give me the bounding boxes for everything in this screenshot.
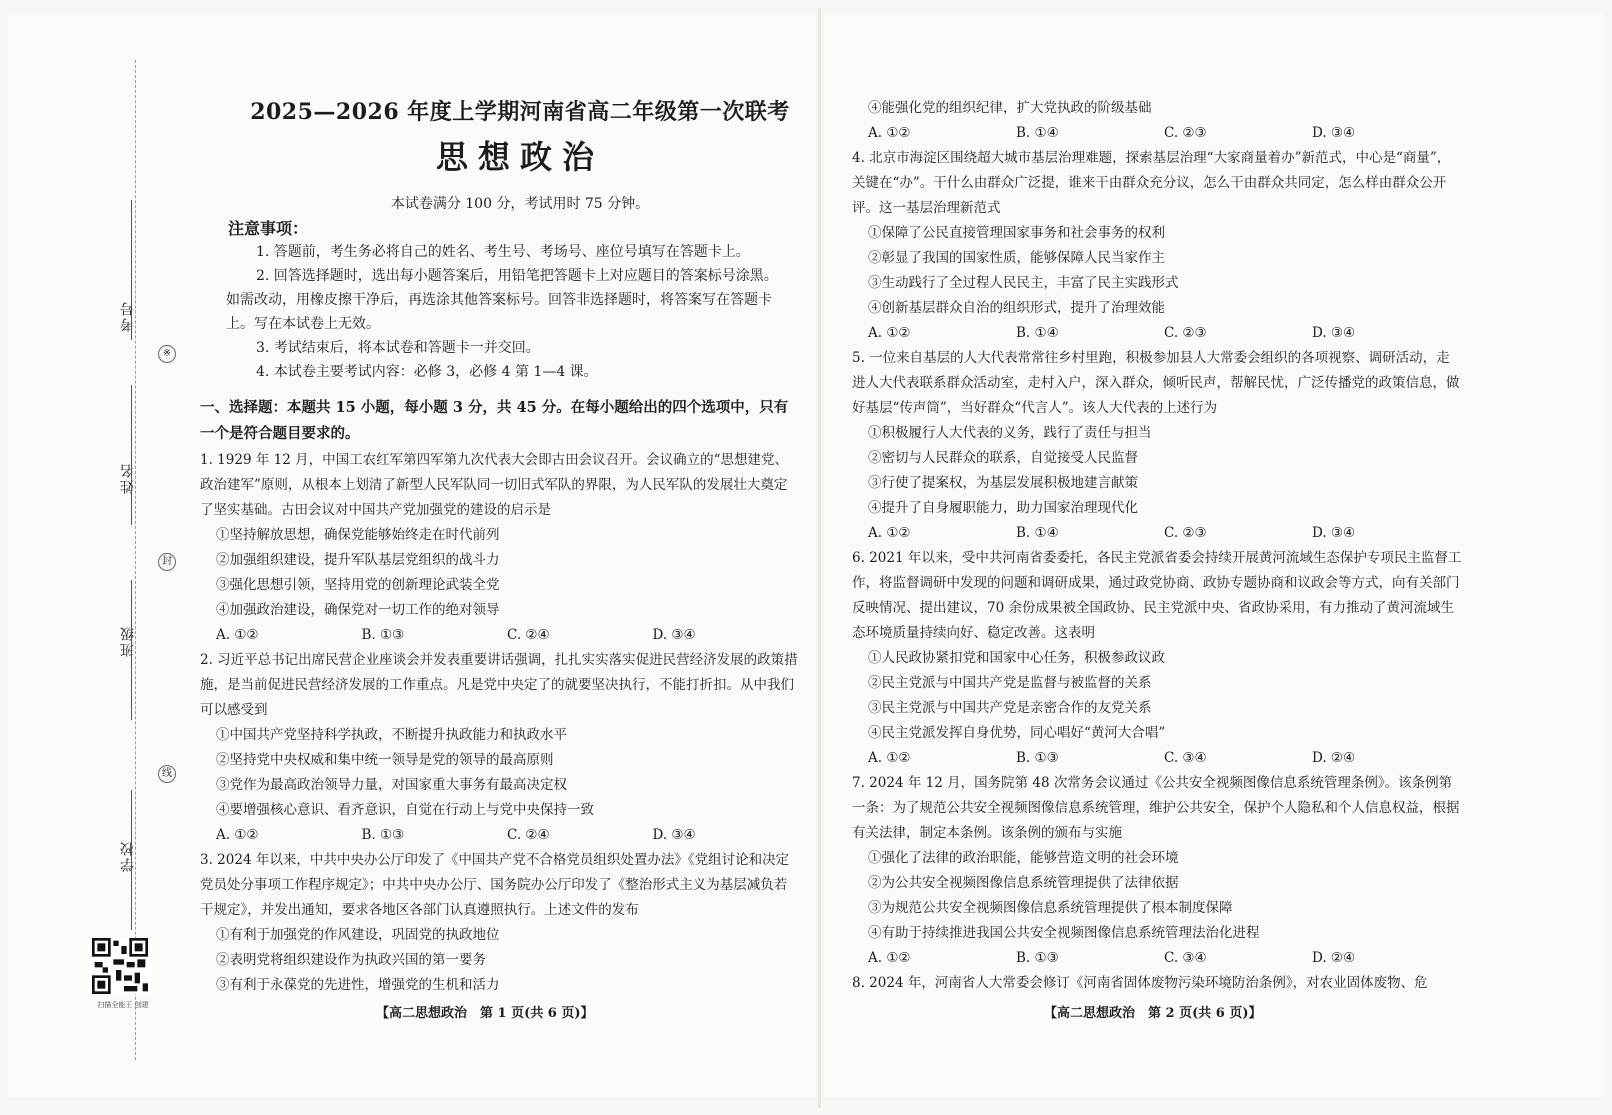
- notice-title: 注意事项：: [228, 219, 309, 238]
- exam-meta: 本试卷满分 100 分，考试用时 75 分钟。: [390, 196, 650, 212]
- sidebar-label-exam-number: 考号: [120, 300, 136, 332]
- question: [200, 848, 798, 998]
- binding-sidebar: [0, 0, 172, 1115]
- question-stem: 6. 2021 年以来，受中共河南省委委托，各民主党派省委会持续开展黄河流域生态保护专项民主监督工作，将监督调研中发现的问题和调研成果，通过政党协商、政协专题协商和议政会等方式，向有关部门反映情况、提出建议，70 余份成果被全国政协、民主党派中央、省政协采用，有力推动了黄河流域生态环境质量持续向好、稳定改善。这表明: [852, 550, 1462, 641]
- answer-choice[interactable]: D. ③④: [652, 627, 696, 643]
- question-statement: ②坚持党中央权威和集中统一领导是党的领导的最高原则: [216, 752, 554, 768]
- question: [852, 971, 1462, 996]
- answer-choice[interactable]: C. ②③: [1164, 525, 1207, 541]
- question: [200, 648, 798, 848]
- sidebar-mark: 封: [158, 553, 176, 571]
- answer-choice[interactable]: D. ②④: [1312, 750, 1356, 766]
- question-statement: ②彰显了我国的国家性质，能够保障人民当家作主: [868, 250, 1165, 266]
- cut-line: [135, 60, 136, 1060]
- question: [852, 771, 1462, 971]
- page-fold: [818, 8, 821, 1108]
- answer-choices: [852, 946, 1462, 971]
- answer-choice[interactable]: D. ②④: [1312, 950, 1356, 966]
- question-statement: ③行使了提案权，为基层发展积极地建言献策: [868, 475, 1138, 491]
- answer-choice[interactable]: B. ①③: [361, 627, 405, 643]
- question-statement: ②表明党将组织建设作为执政兴国的第一要务: [216, 952, 486, 968]
- answer-choice[interactable]: B. ①③: [361, 827, 405, 843]
- question-statement: ①强化了法律的政治职能，能够营造文明的社会环境: [868, 850, 1179, 866]
- question-statement: ①人民政协紧扣党和国家中心任务，积极参政议政: [868, 650, 1165, 666]
- left-question-column: [200, 448, 798, 998]
- qr-code-icon: [88, 938, 152, 994]
- question-statement: ④有助于持续推进我国公共安全视频图像信息系统管理法治化进程: [868, 925, 1260, 941]
- answer-choice[interactable]: A. ①②: [216, 627, 259, 643]
- question-statement: ③党作为最高政治领导力量，对国家重大事务有最高决定权: [216, 777, 567, 793]
- question-statement: ③民主党派与中国共产党是亲密合作的友党关系: [868, 700, 1152, 716]
- question-statement: ③为规范公共安全视频图像信息系统管理提供了根本制度保障: [868, 900, 1233, 916]
- answer-choice[interactable]: D. ③④: [1312, 525, 1356, 541]
- answer-choice[interactable]: D. ③④: [1312, 325, 1356, 341]
- question-stem: 7. 2024 年 12 月，国务院第 48 次常务会议通过《公共安全视频图像信息系统管理条例》。该条例第一条：为了规范公共安全视频图像信息系统管理，维护公共安全，保护个人隐私和个人信息权益，根据有关法律，制定本条例。该条例的颁布与实施: [852, 775, 1460, 841]
- school-blank[interactable]: [131, 790, 132, 930]
- answer-choice[interactable]: C. ②④: [507, 827, 550, 843]
- question-statement: ②民主党派与中国共产党是监督与被监督的关系: [868, 675, 1152, 691]
- notice-item: 3. 考试结束后，将本试卷和答题卡一并交回。: [256, 340, 540, 356]
- answer-choice[interactable]: B. ①④: [1016, 125, 1059, 141]
- exam-title: 2025—2026 年度上学期河南省高二年级第一次联考: [250, 99, 790, 125]
- answer-choice[interactable]: C. ②③: [1164, 125, 1207, 141]
- question-statement: ②加强组织建设，提升军队基层党组织的战斗力: [216, 552, 500, 568]
- right-page-footer: 【高二思想政治 第 2 页(共 6 页)】: [1044, 1006, 1262, 1021]
- answer-choice[interactable]: A. ①②: [868, 525, 911, 541]
- answer-choice[interactable]: A. ①②: [868, 125, 911, 141]
- answer-choice[interactable]: B. ①③: [1016, 750, 1059, 766]
- answer-choices: [852, 746, 1462, 771]
- question-statement: ③有利于永葆党的先进性，增强党的生机和活力: [216, 977, 500, 993]
- question-statement: ②密切与人民群众的联系，自觉接受人民监督: [868, 450, 1138, 466]
- qr-caption: 扫描全能王 创建: [97, 1001, 149, 1009]
- question-stem: 1. 1929 年 12 月，中国工农红军第四军第九次代表大会即古田会议召开。会议确立的“思想建党、政治建军”原则，从根本上划清了新型人民军队同一切旧式军队的界限，为人民军队的发展壮大奠定了坚实基础。古田会议对中国共产党加强党的建设的启示是: [200, 452, 788, 518]
- question-statement: ④民主党派发挥自身优势，同心唱好“黄河大合唱”: [868, 725, 1166, 741]
- question-statement: ①有利于加强党的作风建设，巩固党的执政地位: [216, 927, 500, 943]
- answer-choice[interactable]: C. ②③: [1164, 325, 1207, 341]
- sidebar-label-class: 班级: [120, 625, 136, 657]
- question: [852, 96, 1462, 146]
- question-statement: ③生动践行了全过程人民民主，丰富了民主实践形式: [868, 275, 1179, 291]
- answer-choice[interactable]: A. ①②: [216, 827, 259, 843]
- answer-choices: [852, 121, 1462, 146]
- answer-choice[interactable]: D. ③④: [1312, 125, 1356, 141]
- class-blank[interactable]: [131, 580, 132, 720]
- question-statement: ④创新基层群众自治的组织形式，提升了治理效能: [868, 300, 1165, 316]
- question-statement: ①保障了公民直接管理国家事务和社会事务的权利: [868, 225, 1165, 241]
- question-stem: 2. 习近平总书记出席民营企业座谈会并发表重要讲话强调，扎扎实实落实促进民营经济发展的政策措施，是当前促进民营经济发展的工作重点。凡是党中央定了的就要坚决执行，不能打折扣。从中我们可以感受到: [200, 652, 798, 718]
- question: [852, 346, 1462, 546]
- answer-choice[interactable]: A. ①②: [868, 750, 911, 766]
- answer-choice[interactable]: A. ①②: [868, 325, 911, 341]
- answer-choice[interactable]: A. ①②: [868, 950, 911, 966]
- section-title: 一、选择题：本题共 15 小题，每小题 3 分，共 45 分。在每小题给出的四个选项中，只有一个是符合题目要求的。: [200, 399, 789, 442]
- name-blank[interactable]: [131, 385, 132, 525]
- sidebar-label-name: 姓名: [120, 462, 136, 494]
- question: [852, 546, 1462, 771]
- answer-choices: [852, 321, 1462, 346]
- answer-choices: [852, 521, 1462, 546]
- question-statement: ④能强化党的组织纪律，扩大党执政的阶级基础: [868, 100, 1152, 116]
- sidebar-label-school: 学校: [120, 840, 136, 872]
- answer-choice[interactable]: B. ①④: [1016, 325, 1059, 341]
- answer-choice[interactable]: C. ③④: [1164, 950, 1207, 966]
- question: [200, 448, 798, 648]
- answer-choices: [200, 823, 798, 848]
- question-stem: 8. 2024 年，河南省人大常委会修订《河南省固体废物污染环境防治条例》，对农业固体废物、危: [852, 975, 1428, 991]
- subject-title: 思想政治: [435, 138, 604, 176]
- sidebar-mark: ※: [158, 345, 176, 363]
- notice-item: 4. 本试卷主要考试内容：必修 3，必修 4 第 1—4 课。: [256, 364, 598, 380]
- question: [852, 146, 1462, 346]
- question-statement: ④要增强核心意识、看齐意识，自觉在行动上与党中央保持一致: [216, 802, 594, 818]
- question-statement: ④提升了自身履职能力，助力国家治理现代化: [868, 500, 1138, 516]
- answer-choice[interactable]: B. ①④: [1016, 525, 1059, 541]
- notice-item: 2. 回答选择题时，选出每小题答案后，用铅笔把答题卡上对应题目的答案标号涂黑。如需改动，用橡皮擦干净后，再选涂其他答案标号。回答非选择题时，将答案写在答题卡上。写在本试卷上无效。: [226, 268, 778, 332]
- question-statement: ③强化思想引领，坚持用党的创新理论武装全党: [216, 577, 500, 593]
- left-page-footer: 【高二思想政治 第 1 页(共 6 页)】: [376, 1006, 594, 1021]
- notice-item: 1. 答题前，考生务必将自己的姓名、考生号、考场号、座位号填写在答题卡上。: [256, 244, 750, 260]
- answer-choice[interactable]: D. ③④: [652, 827, 696, 843]
- question-statement: ④加强政治建设，确保党对一切工作的绝对领导: [216, 602, 500, 618]
- answer-choice[interactable]: C. ②④: [507, 627, 550, 643]
- notice-list: [226, 240, 786, 384]
- answer-choices: [200, 623, 798, 648]
- question-statement: ②为公共安全视频图像信息系统管理提供了法律依据: [868, 875, 1179, 891]
- exam-number-blank[interactable]: [131, 200, 132, 340]
- question-stem: 4. 北京市海淀区围绕超大城市基层治理难题，探索基层治理“大家商量着办”新范式，中心是“商量”，关键在“办”。干什么由群众广泛提，谁来干由群众充分议，怎么干由群众共同定，怎么样由群众公开评。这一基层治理新范式: [852, 150, 1451, 216]
- sidebar-mark: 线: [158, 765, 176, 783]
- answer-choice[interactable]: C. ③④: [1164, 750, 1207, 766]
- question-statement: ①中国共产党坚持科学执政，不断提升执政能力和执政水平: [216, 727, 567, 743]
- question-stem: 3. 2024 年以来，中共中央办公厅印发了《中国共产党不合格党员组织处置办法》《党组讨论和决定党员处分事项工作程序规定》；中共中央办公厅、国务院办公厅印发了《整治形式主义为基层减负若干规定》，并发出通知，要求各地区各部门认真遵照执行。上述文件的发布: [200, 852, 790, 918]
- right-question-column: [852, 96, 1462, 996]
- question-statement: ①积极履行人大代表的义务，践行了责任与担当: [868, 425, 1152, 441]
- question-stem: 5. 一位来自基层的人大代表常常往乡村里跑，积极参加县人大常委会组织的各项视察、调研活动，走进人大代表联系群众活动室，走村入户，深入群众，倾听民声，帮解民忧，广泛传播党的政策信息，做好基层“传声筒”，当好群众“代言人”。该人大代表的上述行为: [852, 350, 1460, 416]
- answer-choice[interactable]: B. ①③: [1016, 950, 1059, 966]
- question-statement: ①坚持解放思想，确保党能够始终走在时代前列: [216, 527, 500, 543]
